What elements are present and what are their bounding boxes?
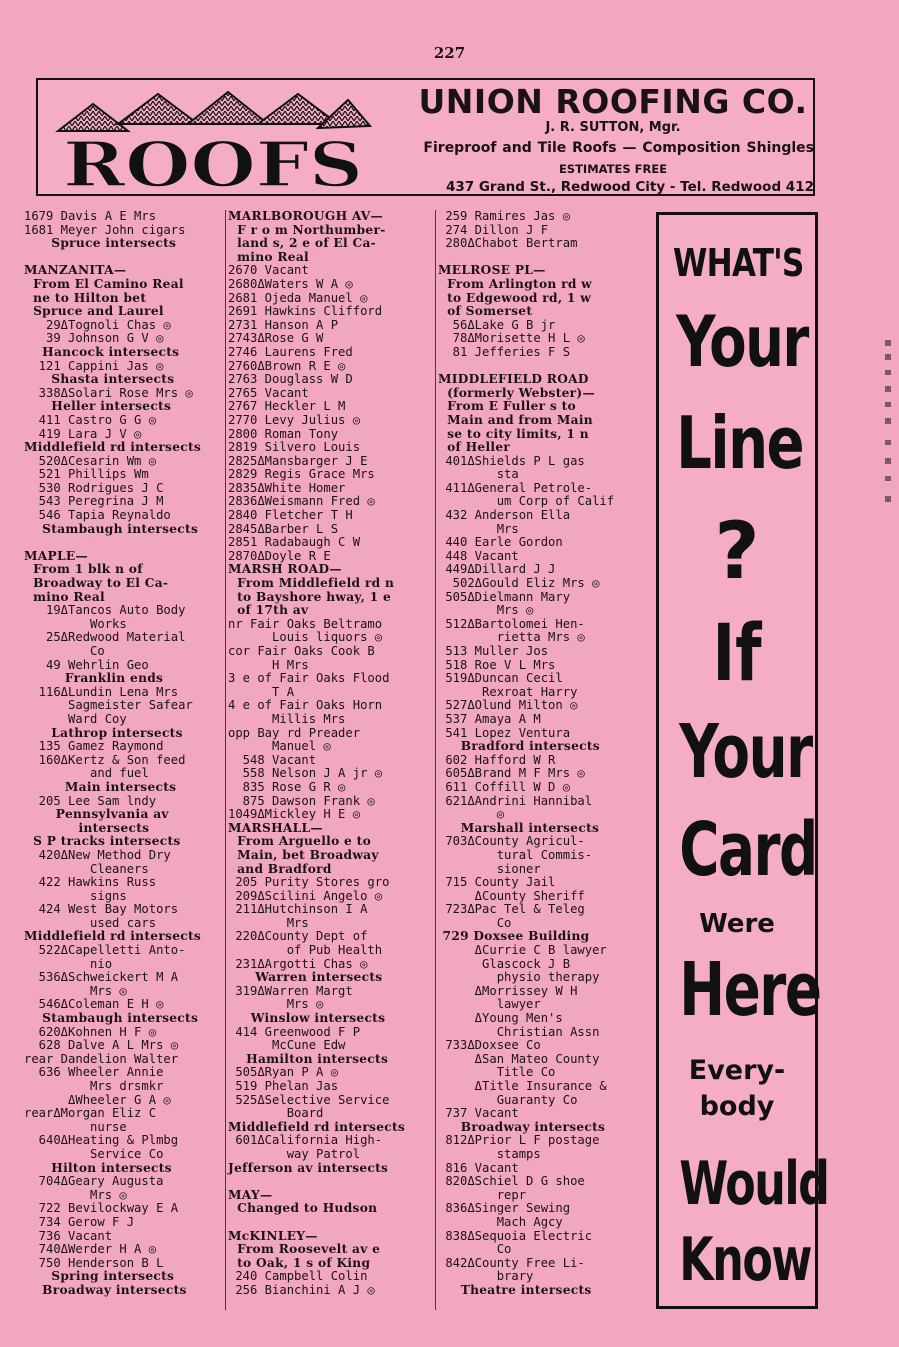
- directory-entry: 704ΔGeary Augusta: [24, 1174, 164, 1189]
- directory-entry: Guaranty Co: [438, 1092, 578, 1107]
- side-ad-line: Every-: [688, 1055, 786, 1086]
- directory-heading: se to city limits, 1 n: [438, 426, 589, 441]
- directory-entry: 116ΔLundin Lena Mrs: [24, 684, 179, 699]
- directory-entry: Millis Mrs: [228, 711, 346, 726]
- directory-entry: 3 e of Fair Oaks Flood: [228, 671, 390, 686]
- directory-entry: 703ΔCounty Agricul-: [438, 834, 585, 849]
- directory-entry: Ward Coy: [24, 711, 127, 726]
- directory-heading: to Oak, 1 s of King: [228, 1255, 371, 1270]
- directory-entry: opp Bay rd Preader: [228, 725, 361, 740]
- directory-entry: 2829 Regis Grace Mrs: [228, 467, 375, 482]
- directory-heading: Pennsylvania av: [24, 807, 169, 822]
- directory-entry: 209ΔScilini Angelo ◎: [228, 888, 383, 903]
- directory-heading: Shasta intersects: [24, 372, 175, 387]
- directory-heading: 729 Doxsee Building: [438, 929, 590, 944]
- directory-entry: 231ΔArgotti Chas ◎: [228, 956, 368, 971]
- directory-entry: 1679 Davis A E Mrs: [24, 209, 157, 223]
- directory-heading: From E Fuller s to: [438, 399, 576, 414]
- directory-heading: Franklin ends: [24, 671, 164, 686]
- directory-heading: MARSHALL—: [228, 820, 323, 835]
- directory-heading: Lathrop intersects: [24, 725, 183, 740]
- directory-entry: 835 Rose G R ◎: [228, 779, 346, 794]
- directory-entry: 875 Dawson Frank ◎: [228, 793, 375, 808]
- directory-entry: 1681 Meyer John cigars: [24, 222, 186, 237]
- directory-column-1: [24, 210, 222, 1298]
- directory-entry: 205 Lee Sam lndy: [24, 793, 157, 808]
- directory-heading: Broadway intersects: [24, 1282, 187, 1297]
- directory-entry: 816 Vacant: [438, 1160, 519, 1175]
- directory-entry: 25ΔRedwood Material: [24, 630, 186, 645]
- directory-entry: 605ΔBrand M F Mrs ◎: [438, 766, 585, 781]
- directory-entry: lawyer: [438, 997, 541, 1012]
- directory-entry: Mrs: [438, 521, 519, 536]
- directory-entry: 2825ΔMansbarger J E: [228, 453, 368, 468]
- directory-heading: From Roosevelt av e: [228, 1242, 381, 1257]
- company-name: UNION ROOFING CO.: [418, 82, 808, 121]
- directory-heading: of 17th av: [228, 603, 309, 618]
- directory-entry: 2746 Laurens Fred: [228, 344, 353, 359]
- directory-heading: Broadway to El Ca-: [24, 576, 169, 591]
- side-ad-line: If: [712, 609, 762, 699]
- directory-entry: 513 Muller Jos: [438, 644, 549, 658]
- directory-entry: Service Co: [24, 1146, 164, 1161]
- ad-address: 437 Grand St., Redwood City - Tel. Redwood 412: [445, 179, 814, 195]
- directory-entry: 541 Lopez Ventura: [438, 725, 571, 740]
- directory-entry: H Mrs: [228, 657, 309, 672]
- directory-entry: 2836ΔWeismann Fred ◎: [228, 494, 375, 509]
- directory-heading: of Somerset: [438, 304, 533, 319]
- directory-entry: 29ΔTognoli Chas ◎: [24, 317, 171, 332]
- directory-entry: 449ΔDillard J J: [438, 562, 556, 577]
- directory-entry: 522ΔCapelletti Anto-: [24, 943, 186, 958]
- directory-entry: 422 Hawkins Russ: [24, 875, 157, 890]
- directory-entry: Mach Agcy: [438, 1214, 563, 1229]
- directory-entry: 836ΔSinger Sewing: [438, 1201, 571, 1216]
- roofs-logo: [48, 86, 378, 190]
- directory-heading: Main intersects: [24, 779, 177, 794]
- directory-entry: 740ΔWerder H A ◎: [24, 1242, 157, 1257]
- directory-entry: 505ΔDielmann Mary: [438, 589, 571, 604]
- directory-entry: rear Dandelion Walter: [24, 1051, 179, 1066]
- directory-entry: 440 Earle Gordon: [438, 535, 563, 550]
- directory-entry: 2845ΔBarber L S: [228, 521, 339, 536]
- directory-entry: 419 Lara J V ◎: [24, 426, 142, 441]
- directory-entry: 502ΔGould Eliz Mrs ◎: [438, 576, 600, 591]
- directory-entry: 543 Peregrina J M: [24, 494, 164, 509]
- directory-entry: 558 Nelson J A jr ◎: [228, 766, 383, 781]
- directory-heading: F r o m Northumber-: [228, 222, 386, 237]
- directory-entry: 4 e of Fair Oaks Horn: [228, 698, 383, 713]
- manager-name: J. R. SUTTON, Mgr.: [545, 120, 681, 135]
- directory-heading: intersects: [24, 820, 150, 835]
- directory-entry: 432 Anderson Ella: [438, 508, 571, 523]
- directory-entry: 2680ΔWaters W A ◎: [228, 276, 353, 291]
- directory-heading: ne to Hilton bet: [24, 290, 147, 305]
- directory-column-3: [438, 210, 643, 1298]
- directory-entry: 319ΔWarren Margt: [228, 983, 353, 998]
- directory-heading: Spring intersects: [24, 1269, 175, 1284]
- directory-entry: 525ΔSelective Service: [228, 1092, 390, 1107]
- directory-entry: Board: [228, 1106, 324, 1121]
- directory-heading: MARLBOROUGH AV—: [228, 209, 384, 223]
- directory-entry: brary: [438, 1269, 534, 1284]
- roof-tiles-icon: [58, 92, 370, 131]
- directory-entry: 411ΔGeneral Petrole-: [438, 480, 593, 495]
- directory-heading: MELROSE PL—: [438, 263, 546, 278]
- logo-text: ROOFS: [63, 128, 363, 190]
- directory-entry: 414 Greenwood F P: [228, 1024, 361, 1039]
- directory-heading: land s, 2 e of El Ca-: [228, 236, 377, 251]
- directory-entry: Manuel ◎: [228, 739, 331, 754]
- directory-entry: 424 West Bay Motors: [24, 902, 179, 917]
- directory-heading: MAY—: [228, 1187, 273, 1202]
- directory-entry: 39 Johnson G V ◎: [24, 331, 164, 346]
- side-ad-line: Your: [676, 301, 808, 383]
- directory-entry: 2840 Fletcher T H: [228, 508, 353, 523]
- directory-entry: 121 Cappini Jas ◎: [24, 358, 164, 373]
- directory-entry: [228, 1216, 434, 1230]
- directory-entry: Mrs ◎: [228, 997, 324, 1012]
- ad-estimates: ESTIMATES FREE: [558, 162, 668, 176]
- directory-heading: Bradford intersects: [438, 739, 600, 754]
- directory-entry: 81 Jefferies F S: [438, 344, 571, 359]
- side-ad-line: Know: [679, 1225, 811, 1295]
- directory-column-2: [228, 210, 434, 1298]
- directory-entry: cor Fair Oaks Cook B: [228, 644, 375, 658]
- directory-entry: 518 Roe V L Mrs: [438, 657, 556, 672]
- directory-entry: Glascock J B: [438, 956, 571, 971]
- directory-entry: [24, 251, 222, 265]
- directory-entry: of Pub Health: [228, 943, 383, 958]
- directory-entry: 2819 Silvero Louis: [228, 440, 361, 455]
- directory-heading: of Heller: [438, 440, 511, 455]
- directory-entry: 715 County Jail: [438, 875, 556, 890]
- directory-heading: MARSH ROAD—: [228, 562, 342, 577]
- directory-entry: 546ΔColeman E H ◎: [24, 997, 164, 1012]
- directory-entry: 621ΔAndrini Hannibal: [438, 793, 593, 808]
- directory-entry: 537 Amaya A M: [438, 711, 541, 726]
- directory-entry: 211ΔHutchinson I A: [228, 902, 368, 917]
- directory-heading: Winslow intersects: [228, 1011, 386, 1026]
- directory-entry: Title Co: [438, 1065, 556, 1080]
- directory-entry: 722 Bevilockway E A: [24, 1201, 179, 1216]
- directory-entry: 723ΔPac Tel & Teleg: [438, 902, 585, 917]
- column-divider: [225, 210, 226, 1310]
- directory-entry: 820ΔSchiel D G shoe: [438, 1174, 585, 1189]
- directory-entry: Sagmeister Safear: [24, 698, 193, 713]
- binding-marks-icon: [883, 340, 893, 510]
- directory-entry: 838ΔSequoia Electric: [438, 1228, 593, 1243]
- directory-heading: Middlefield rd intersects: [24, 929, 202, 944]
- directory-entry: 519ΔDuncan Cecil: [438, 671, 563, 686]
- directory-heading: Theatre intersects: [438, 1282, 592, 1297]
- directory-entry: nio: [24, 956, 113, 971]
- directory-heading: MANZANITA—: [24, 263, 127, 278]
- directory-entry: way Patrol: [228, 1146, 361, 1161]
- directory-entry: 2870ΔDoyle R E: [228, 548, 331, 563]
- directory-entry: 2770 Levy Julius ◎: [228, 412, 361, 427]
- directory-heading: MAPLE—: [24, 548, 88, 563]
- directory-heading: Spruce and Laurel: [24, 304, 164, 319]
- directory-entry: Co: [438, 915, 512, 930]
- directory-entry: 259 Ramires Jas ◎: [438, 209, 571, 223]
- directory-heading: Middlefield rd intersects: [228, 1119, 406, 1134]
- directory-entry: Louis liquors ◎: [228, 630, 383, 645]
- directory-entry: 527ΔOlund Milton ◎: [438, 698, 578, 713]
- directory-entry: tural Commis-: [438, 847, 593, 862]
- directory-entry: ◎: [438, 807, 505, 822]
- directory-entry: Mrs ◎: [438, 603, 534, 618]
- directory-entry: ΔCurrie C B lawyer: [438, 943, 607, 958]
- whats-your-line-ad: [656, 212, 829, 1309]
- directory-entry: [228, 1175, 434, 1189]
- directory-heading: and Bradford: [228, 861, 332, 876]
- directory-entry: rietta Mrs ◎: [438, 630, 585, 645]
- directory-entry: Mrs ◎: [24, 983, 127, 998]
- directory-entry: 401ΔShields P L gas: [438, 453, 585, 468]
- side-ad-line: Line: [676, 401, 804, 485]
- directory-entry: 56ΔLake G B jr: [438, 317, 556, 332]
- directory-entry: 2763 Douglass W D: [228, 372, 353, 387]
- directory-heading: MIDDLEFIELD ROAD: [438, 372, 589, 387]
- directory-heading: Jefferson av intersects: [228, 1160, 389, 1175]
- directory-entry: 2731 Hanson A P: [228, 317, 339, 332]
- directory-entry: 505ΔRyan P A ◎: [228, 1065, 339, 1080]
- directory-entry: ΔCounty Sheriff: [438, 888, 585, 903]
- directory-heading: mino Real: [228, 249, 309, 264]
- directory-heading: Main and from Main: [438, 412, 593, 427]
- directory-entry: 737 Vacant: [438, 1106, 519, 1121]
- side-ad-line: body: [699, 1091, 775, 1122]
- directory-entry: 338ΔSolari Rose Mrs ◎: [24, 385, 193, 400]
- directory-entry: Mrs: [228, 915, 309, 930]
- directory-entry: 536ΔSchweickert M A: [24, 970, 179, 985]
- directory-entry: Cleaners: [24, 861, 149, 876]
- directory-entry: um Corp of Calif: [438, 494, 615, 509]
- directory-heading: Hancock intersects: [24, 344, 180, 359]
- directory-entry: 411 Castro G G ◎: [24, 412, 157, 427]
- directory-entry: Co: [24, 644, 105, 658]
- directory-heading: From Arguello e to: [228, 834, 372, 849]
- directory-heading: mino Real: [24, 589, 105, 604]
- directory-entry: 2691 Hawkins Clifford: [228, 304, 383, 319]
- directory-heading: Hamilton intersects: [228, 1051, 389, 1066]
- directory-entry: 736 Vacant: [24, 1228, 113, 1243]
- directory-heading: to Edgewood rd, 1 w: [438, 290, 592, 305]
- directory-entry: 1049ΔMickley H E ◎: [228, 807, 361, 822]
- directory-entry: nurse: [24, 1119, 127, 1134]
- directory-entry: 2835ΔWhite Homer: [228, 480, 346, 495]
- directory-entry: [24, 536, 222, 550]
- directory-entry: Rexroat Harry: [438, 684, 578, 699]
- directory-entry: 611 Coffill W D ◎: [438, 779, 571, 794]
- directory-entry: [438, 251, 643, 265]
- side-ad-line: Here: [679, 947, 821, 1033]
- directory-entry: 220ΔCounty Dept of: [228, 929, 368, 944]
- directory-entry: [438, 360, 643, 374]
- directory-entry: sioner: [438, 861, 541, 876]
- directory-heading: Changed to Hudson: [228, 1201, 378, 1216]
- directory-entry: ΔSan Mateo County: [438, 1051, 600, 1066]
- directory-heading: Spruce intersects: [24, 236, 177, 251]
- directory-entry: 520ΔCesarin Wm ◎: [24, 453, 157, 468]
- directory-entry: 842ΔCounty Free Li-: [438, 1255, 585, 1270]
- directory-entry: 205 Purity Stores gro: [228, 875, 390, 890]
- directory-entry: 601ΔCalifornia High-: [228, 1133, 383, 1148]
- directory-heading: to Bayshore hway, 1 e: [228, 589, 392, 604]
- directory-heading: Warren intersects: [228, 970, 383, 985]
- directory-entry: 521 Phillips Wm: [24, 467, 149, 482]
- directory-entry: 49 Wehrlin Geo: [24, 657, 149, 672]
- ad-products: Fireproof and Tile Roofs — Composition Shingles: [423, 140, 814, 156]
- directory-entry: and fuel: [24, 766, 149, 781]
- side-ad-line: Card: [679, 807, 817, 893]
- directory-entry: McCune Edw: [228, 1038, 346, 1053]
- directory-entry: 280ΔChabot Bertram: [438, 236, 578, 251]
- directory-heading: McKINLEY—: [228, 1228, 318, 1243]
- directory-entry: 274 Dillon J F: [438, 222, 549, 237]
- directory-entry: 2681 Ojeda Manuel ◎: [228, 290, 368, 305]
- directory-entry: 546 Tapia Reynaldo: [24, 508, 171, 523]
- directory-heading: Stambaugh intersects: [24, 521, 199, 536]
- side-ad-line: Would: [679, 1149, 829, 1219]
- directory-entry: 628 Dalve A L Mrs ◎: [24, 1038, 179, 1053]
- directory-entry: 733ΔDoxsee Co: [438, 1038, 541, 1053]
- directory-entry: ΔYoung Men's: [438, 1011, 563, 1026]
- directory-entry: 512ΔBartolomei Hen-: [438, 616, 585, 631]
- directory-heading: S P tracks intersects: [24, 834, 181, 849]
- directory-heading: Heller intersects: [24, 399, 172, 414]
- directory-entry: 2670 Vacant: [228, 263, 309, 278]
- directory-entry: 160ΔKertz & Son feed: [24, 752, 186, 767]
- directory-heading: Middlefield rd intersects: [24, 440, 202, 455]
- directory-entry: nr Fair Oaks Beltramo: [228, 616, 383, 631]
- directory-heading: Main, bet Broadway: [228, 847, 379, 862]
- directory-entry: ΔTitle Insurance &: [438, 1079, 607, 1093]
- directory-entry: T A: [228, 684, 295, 699]
- directory-entry: 602 Hafford W R: [438, 752, 556, 767]
- directory-entry: 734 Gerow F J: [24, 1214, 135, 1229]
- directory-entry: 2767 Heckler L M: [228, 399, 346, 414]
- union-roofing-ad: [36, 78, 815, 196]
- directory-entry: rearΔMorgan Eliz C: [24, 1106, 157, 1121]
- directory-entry: 2800 Roman Tony: [228, 426, 339, 441]
- directory-entry: 548 Vacant: [228, 752, 317, 767]
- directory-entry: 750 Henderson B L: [24, 1255, 164, 1270]
- directory-entry: ΔMorrissey W H: [438, 983, 578, 998]
- directory-entry: sta: [438, 467, 519, 482]
- directory-entry: 420ΔNew Method Dry: [24, 847, 171, 862]
- directory-entry: 636 Wheeler Annie: [24, 1065, 164, 1080]
- directory-entry: 2765 Vacant: [228, 385, 309, 400]
- side-ad-line: WHAT'S: [673, 241, 804, 285]
- directory-entry: Mrs drsmkr: [24, 1079, 164, 1093]
- directory-entry: 640ΔHeating & Plmbg: [24, 1133, 179, 1148]
- directory-entry: physio therapy: [438, 970, 600, 985]
- column-divider: [435, 210, 436, 1310]
- directory-heading: Broadway intersects: [438, 1119, 606, 1134]
- side-ad-line: ?: [714, 507, 760, 597]
- directory-entry: 530 Rodrigues J C: [24, 480, 164, 495]
- directory-entry: Co: [438, 1242, 512, 1257]
- page-number: 227: [433, 44, 466, 62]
- directory-entry: 19ΔTancos Auto Body: [24, 603, 186, 618]
- directory-heading: (formerly Webster)—: [438, 385, 595, 400]
- directory-entry: 812ΔPrior L F postage: [438, 1133, 600, 1148]
- directory-entry: 2760ΔBrown R E ◎: [228, 358, 346, 373]
- directory-heading: From Arlington rd w: [438, 276, 592, 291]
- directory-entry: 2851 Radabaugh C W: [228, 535, 361, 550]
- directory-heading: Marshall intersects: [438, 820, 600, 835]
- directory-heading: From El Camino Real: [24, 276, 184, 291]
- directory-entry: 135 Gamez Raymond: [24, 739, 164, 754]
- directory-heading: Hilton intersects: [24, 1160, 172, 1175]
- directory-entry: ΔWheeler G A ◎: [24, 1092, 171, 1107]
- directory-entry: repr: [438, 1187, 527, 1202]
- directory-entry: Mrs ◎: [24, 1187, 127, 1202]
- directory-entry: signs: [24, 888, 127, 903]
- side-ad-line: Your: [679, 709, 812, 795]
- directory-heading: From 1 blk n of: [24, 562, 143, 577]
- side-ad-line: Were: [699, 909, 775, 939]
- directory-heading: Stambaugh intersects: [24, 1011, 199, 1026]
- directory-entry: 2743ΔRose G W: [228, 331, 324, 346]
- directory-entry: 620ΔKohnen H F ◎: [24, 1024, 157, 1039]
- directory-heading: From Middlefield rd n: [228, 576, 395, 591]
- directory-entry: used cars: [24, 915, 157, 930]
- directory-entry: 519 Phelan Jas: [228, 1079, 339, 1093]
- directory-entry: 78ΔMorisette H L ◎: [438, 331, 585, 346]
- directory-entry: Christian Assn: [438, 1024, 600, 1039]
- directory-entry: 256 Bianchini A J ◎: [228, 1282, 375, 1297]
- directory-entry: 448 Vacant: [438, 548, 519, 563]
- directory-entry: Works: [24, 616, 127, 631]
- directory-entry: 240 Campbell Colin: [228, 1269, 368, 1284]
- directory-entry: stamps: [438, 1146, 541, 1161]
